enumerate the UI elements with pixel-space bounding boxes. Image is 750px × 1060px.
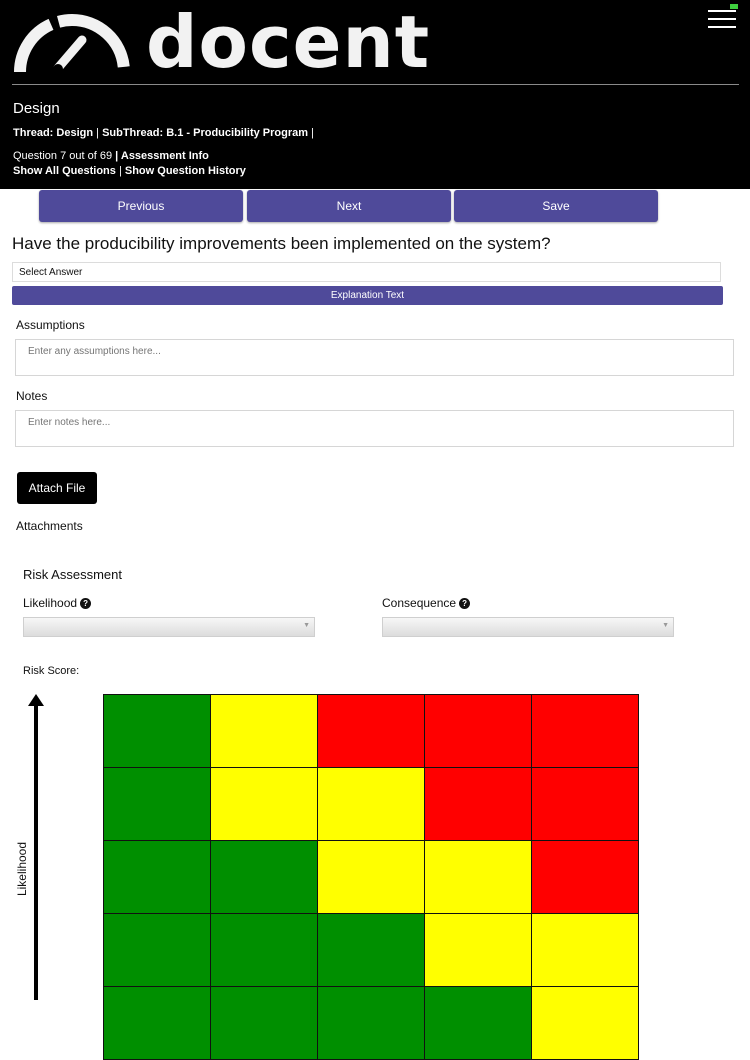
- consequence-dropdown[interactable]: [382, 617, 674, 637]
- assumptions-label: Assumptions: [16, 318, 85, 332]
- app-header: [0, 0, 750, 189]
- risk-matrix-cell: [425, 914, 532, 987]
- chevron-down-icon: ▼: [303, 622, 310, 629]
- explanation-text-button[interactable]: Explanation Text: [12, 286, 723, 305]
- risk-score-label: Risk Score:: [23, 665, 80, 677]
- hamburger-menu-icon[interactable]: [708, 10, 738, 32]
- notes-label: Notes: [16, 389, 48, 403]
- thread-label: Thread: Design: [13, 127, 94, 139]
- risk-matrix-cell: [532, 914, 639, 987]
- show-all-questions-link[interactable]: Show All Questions: [13, 165, 116, 177]
- header-divider: [12, 84, 739, 85]
- consequence-label-group: [382, 596, 470, 610]
- risk-matrix-cell: [104, 768, 211, 841]
- help-icon[interactable]: ?: [80, 598, 91, 609]
- risk-assessment-title: Risk Assessment: [23, 567, 122, 582]
- risk-matrix-cell: [318, 695, 425, 768]
- question-text: Have the producibility improvements been implemented on the system?: [12, 234, 551, 253]
- help-icon[interactable]: ?: [459, 598, 470, 609]
- risk-matrix-cell: [532, 841, 639, 914]
- assumptions-input[interactable]: [15, 339, 734, 376]
- risk-matrix-cell: [425, 841, 532, 914]
- risk-matrix-cell: [318, 914, 425, 987]
- risk-matrix-cell: [318, 987, 425, 1060]
- save-button[interactable]: Save: [454, 190, 658, 222]
- battery-icon: [730, 4, 738, 9]
- risk-matrix-cell: [425, 987, 532, 1060]
- likelihood-label-group: [23, 596, 91, 610]
- risk-matrix-cell: [104, 914, 211, 987]
- attach-file-button[interactable]: Attach File: [17, 472, 97, 504]
- risk-matrix: [103, 694, 639, 1060]
- assessment-info-link[interactable]: Assessment Info: [120, 150, 209, 162]
- chevron-down-icon: ▼: [662, 622, 669, 629]
- consequence-label: Consequence: [382, 596, 457, 610]
- speedometer-icon: [12, 12, 132, 78]
- risk-matrix-cell: [104, 695, 211, 768]
- question-counter: Question 7 out of 69: [13, 150, 113, 162]
- docent-logo: [12, 0, 431, 84]
- risk-matrix-cell: [211, 768, 318, 841]
- risk-matrix-cell: [104, 987, 211, 1060]
- risk-matrix-cell: [318, 841, 425, 914]
- risk-matrix-cell: [211, 841, 318, 914]
- risk-matrix-cell: [104, 841, 211, 914]
- logo-text: docent: [146, 0, 431, 84]
- likelihood-axis: [34, 702, 38, 1000]
- risk-matrix-cell: [318, 768, 425, 841]
- likelihood-label: Likelihood: [23, 596, 78, 610]
- answer-select[interactable]: [12, 262, 721, 282]
- risk-matrix-cell: [425, 768, 532, 841]
- likelihood-axis-label: Likelihood: [15, 841, 29, 897]
- next-button[interactable]: Next: [247, 190, 451, 222]
- risk-matrix-cell: [532, 987, 639, 1060]
- risk-matrix-cell: [211, 914, 318, 987]
- risk-matrix-cell: [425, 695, 532, 768]
- subthread-label: SubThread: B.1 - Producibility Program: [102, 127, 309, 139]
- risk-matrix-cell: [211, 695, 318, 768]
- previous-button[interactable]: Previous: [39, 190, 243, 222]
- likelihood-dropdown[interactable]: [23, 617, 315, 637]
- risk-matrix-cell: [211, 987, 318, 1060]
- section-title: Design: [13, 100, 60, 117]
- answer-select-value: Select Answer: [19, 266, 83, 278]
- show-question-history-link[interactable]: Show Question History: [124, 165, 246, 177]
- attachments-label: Attachments: [16, 519, 83, 533]
- question-info: Question 7 out of 69 | Assessment Info: [13, 150, 209, 162]
- risk-matrix-cell: [532, 695, 639, 768]
- question-links: Show All Questions | Show Question History: [13, 165, 246, 177]
- thread-breadcrumb: Thread: Design | SubThread: B.1 - Producibility Program |: [13, 127, 314, 139]
- risk-matrix-cell: [532, 768, 639, 841]
- notes-input[interactable]: [15, 410, 734, 447]
